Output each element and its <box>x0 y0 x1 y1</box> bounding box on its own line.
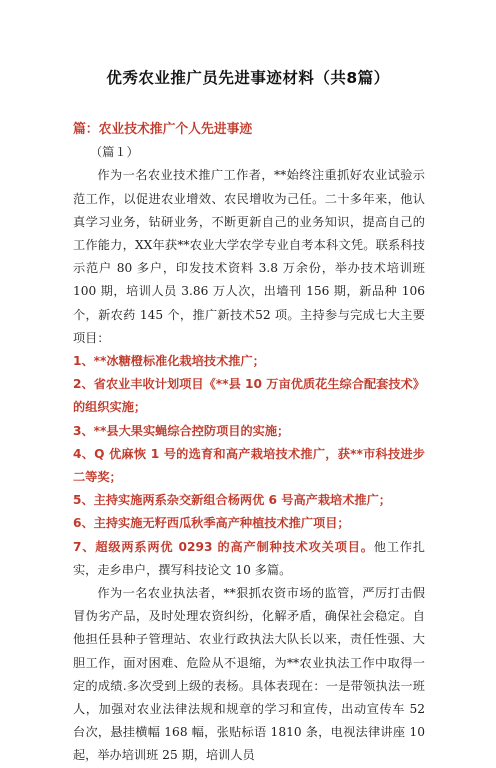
sub-heading: （篇１） <box>90 145 139 160</box>
project-item-1 <box>73 350 425 373</box>
document-title: 优秀农业推广员先进事迹材料（共8篇） <box>106 69 390 87</box>
project-item-7-title: 7、超级两系两优 0293 的高产制种技术攻关项目。 <box>73 539 374 554</box>
project-item-1-title: 1、**冰糖橙标准化栽培技术推广； <box>73 354 265 369</box>
section-title: 篇：农业技术推广个人先进事迹 <box>73 122 253 137</box>
project-item-5 <box>73 489 425 512</box>
project-item-5-title: 5、主持实施两系杂交新组合杨两优 6 号高产栽培术推广； <box>73 493 391 508</box>
paragraph-law-enforcement: 作为一名农业执法者，**狠抓农资市场的监管，严厉打击假冒伪劣产品，及时处理农资纠纷，化解矛盾，确保社会稳定。自他担任县种子管理站、农业行政执法大队长以来，责任性强、大胆工作，面对困难、危险从不退缩，为**农业执法工作中取得一定的成绩.多次受到上级的表杨。具体表现在：一是带领执法一班人，加强对农业法律法规和规章的学习和宣传，出动宣传车 52 台次，悬挂横幅 168 幅，张贴标语 1810 条，电视法律讲座 10 起，举办培训班 25 期，培训人员 <box>73 586 425 763</box>
project-item-4 <box>73 443 425 489</box>
project-item-7 <box>73 536 425 582</box>
project-item-2-title: 2、省农业丰收计划项目《**县 10 万亩优质花生综合配套技术》的组织实施； <box>73 377 425 415</box>
project-item-3-title: 3、**县大果实蝇综合控防项目的实施； <box>73 423 290 438</box>
project-item-7-note: 他工作扎实，走乡串户，撰写科技论文 10 多篇。 <box>73 539 425 577</box>
paragraph-intro: 作为一名农业技术推广工作者，**始终注重抓好农业试验示范工作，以促进农业增效、农民增收为己任。二十多年来，他认真学习业务，钻研业务，不断更新自己的业务知识，提高自己的工作能力，XX年获**农业大学农学专业自考本科文凭。联系科技示范户 80 多户，印发技术资料 3.8 万余份，举办技术培训班 100 期，培训人员 3.86 万人次，出墙刊 156 期，新品种 106 个，新农药 145 个，推广新技术52 项。主持参与完成七大主要项目： <box>73 168 425 345</box>
project-item-3 <box>73 420 425 443</box>
document-body <box>73 118 425 768</box>
project-item-2 <box>73 373 425 419</box>
project-item-6-title: 6、主持实施无籽西瓜秋季高产种植技术推广项目； <box>73 516 350 531</box>
project-item-4-title: 4、Q 优麻恢 1 号的选育和高产栽培技术推广，获**市科技进步二等奖； <box>73 446 425 485</box>
project-item-6 <box>73 512 425 535</box>
